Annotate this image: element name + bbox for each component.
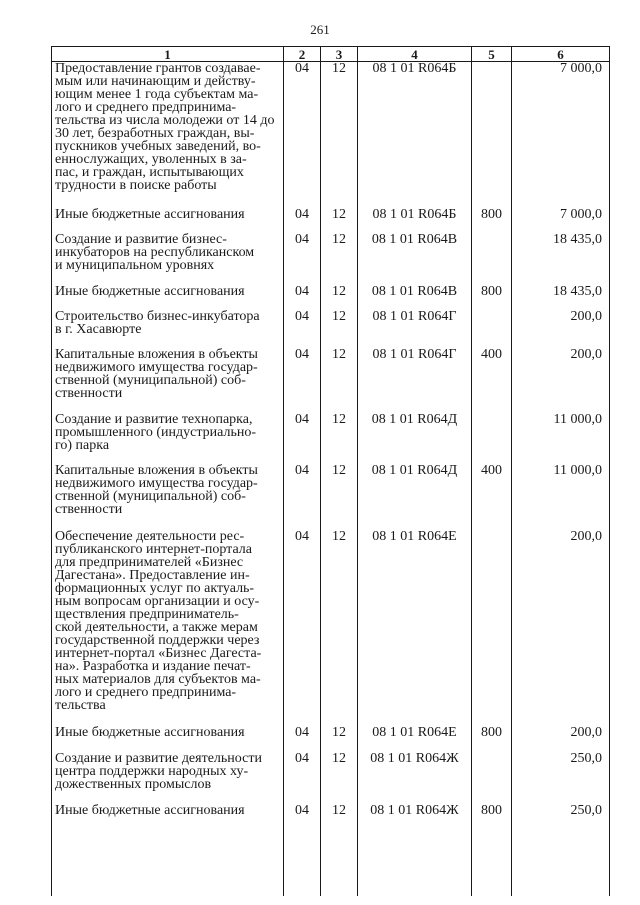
table-row: [52, 804, 610, 896]
row-name: [52, 804, 284, 896]
row-amount: 200,0: [512, 726, 610, 752]
row-name-line: ственной (муниципальной) соб-: [55, 488, 246, 504]
table-row: [52, 726, 610, 752]
row-target-article: 08 1 01 R064Д: [358, 413, 472, 464]
row-target-article: 08 1 01 R064Г: [358, 310, 472, 348]
row-expense-type: 800: [472, 804, 512, 896]
table-row: [52, 62, 610, 208]
row-name: [52, 310, 284, 348]
row-name: [52, 413, 284, 464]
row-expense-type: [472, 530, 512, 726]
row-target-article: 08 1 01 R064В: [358, 285, 472, 310]
row-section: 04: [284, 208, 321, 233]
row-subsection: 12: [321, 726, 358, 752]
row-name-line: лого и среднего предпринима-: [55, 684, 237, 700]
row-section: 04: [284, 233, 321, 285]
row-subsection: 12: [321, 413, 358, 464]
row-expense-type: 400: [472, 464, 512, 530]
row-subsection: 12: [321, 752, 358, 804]
row-target-article: 08 1 01 R064Д: [358, 464, 472, 530]
table-row: [52, 413, 610, 464]
row-name-line: Создание и развитие технопарка,: [55, 411, 253, 427]
table-row: [52, 233, 610, 285]
row-name-line: ственной (муниципальной) соб-: [55, 372, 246, 388]
row-expense-type: 400: [472, 348, 512, 413]
row-name-line: Иные бюджетные ассигнования: [55, 802, 245, 818]
row-name-line: центра поддержки народных ху-: [55, 763, 249, 779]
row-amount: 200,0: [512, 530, 610, 726]
row-section: 04: [284, 726, 321, 752]
row-amount: 250,0: [512, 752, 610, 804]
row-section: 04: [284, 530, 321, 726]
row-name-line: еннослужащих, уволенных в за-: [55, 152, 247, 167]
row-name-line: 30 лет, безработных граждан, вы-: [55, 126, 255, 141]
row-expense-type: 800: [472, 208, 512, 233]
row-expense-type: [472, 752, 512, 804]
row-section: 04: [284, 348, 321, 413]
table-body: [52, 62, 610, 896]
row-amount: 11 000,0: [512, 464, 610, 530]
row-name-line: и муниципальном уровнях: [55, 257, 215, 273]
row-section: 04: [284, 804, 321, 896]
table-row: [52, 310, 610, 348]
table-row: [52, 285, 610, 310]
row-name-line: Иные бюджетные ассигнования: [55, 283, 245, 299]
row-name-line: го) парка: [55, 437, 110, 453]
row-name-line: интернет-портал «Бизнес Дагеста-: [55, 645, 262, 661]
row-amount: 18 435,0: [512, 285, 610, 310]
row-section: 04: [284, 413, 321, 464]
row-name-line: Создание и развитие деятельности: [55, 750, 262, 766]
row-amount: 11 000,0: [512, 413, 610, 464]
row-name-line: для предпринимателей «Бизнес: [55, 554, 244, 570]
row-target-article: 08 1 01 R064Б: [358, 62, 472, 208]
row-name: [52, 464, 284, 530]
row-subsection: 12: [321, 464, 358, 530]
row-name-line: Создание и развитие бизнес-: [55, 231, 227, 247]
row-name: [52, 62, 284, 208]
row-name: [52, 285, 284, 310]
header-col-2: 2: [284, 47, 321, 62]
row-name-line: публиканского интернет-портала: [55, 541, 252, 557]
row-name-line: ственности: [55, 385, 123, 401]
row-expense-type: [472, 62, 512, 208]
row-subsection: 12: [321, 348, 358, 413]
row-name-line: Капитальные вложения в объекты: [55, 346, 258, 362]
row-section: 04: [284, 62, 321, 208]
table-row: [52, 464, 610, 530]
row-name-line: Обеспечение деятельности рес-: [55, 528, 245, 544]
row-name-line: тельства из числа молодежи от 14 до: [55, 113, 275, 128]
table-row: [52, 752, 610, 804]
budget-table: [51, 46, 610, 896]
row-target-article: 08 1 01 R064Ж: [358, 752, 472, 804]
row-amount: 7 000,0: [512, 62, 610, 208]
row-subsection: 12: [321, 804, 358, 896]
row-name-line: ных материалов для субъектов ма-: [55, 671, 261, 687]
row-section: 04: [284, 464, 321, 530]
row-target-article: 08 1 01 R064Г: [358, 348, 472, 413]
row-subsection: 12: [321, 208, 358, 233]
table-header: [52, 47, 610, 62]
header-col-1: 1: [52, 47, 284, 62]
row-name-line: недвижимого имущества государ-: [55, 475, 258, 491]
row-name: [52, 530, 284, 726]
row-target-article: 08 1 01 R064В: [358, 233, 472, 285]
row-name-line: ственности: [55, 501, 123, 517]
row-name-line: ющим менее 1 года субъектам ма-: [55, 87, 259, 102]
row-amount: 200,0: [512, 348, 610, 413]
row-name-line: инкубаторов на республиканском: [55, 244, 255, 260]
row-section: 04: [284, 285, 321, 310]
table-row: [52, 348, 610, 413]
row-name-line: формационных услуг по актуаль-: [55, 580, 255, 596]
row-name: [52, 726, 284, 752]
row-name-line: ным вопросам организации и осу-: [55, 593, 260, 609]
row-target-article: 08 1 01 R064Б: [358, 208, 472, 233]
row-name-line: государственной поддержки через: [55, 632, 260, 648]
row-subsection: 12: [321, 233, 358, 285]
row-expense-type: [472, 413, 512, 464]
row-subsection: 12: [321, 285, 358, 310]
row-amount: 18 435,0: [512, 233, 610, 285]
row-expense-type: 800: [472, 726, 512, 752]
row-name-line: лого и среднего предпринима-: [55, 100, 237, 115]
table-row: [52, 530, 610, 726]
table-row: [52, 208, 610, 233]
row-name-line: трудности в поиске работы: [55, 178, 217, 193]
row-amount: 7 000,0: [512, 208, 610, 233]
row-name: [52, 208, 284, 233]
row-target-article: 08 1 01 R064Е: [358, 726, 472, 752]
page-number: 261: [310, 22, 330, 37]
row-name: [52, 752, 284, 804]
row-name-line: мым или начинающим и действу-: [55, 74, 256, 89]
row-subsection: 12: [321, 62, 358, 208]
row-amount: 200,0: [512, 310, 610, 348]
row-name-line: в г. Хасавюрте: [55, 321, 142, 337]
row-name-line: Строительство бизнес-инкубатора: [55, 308, 260, 324]
row-name-line: на». Разработка и издание печат-: [55, 658, 251, 674]
row-name-line: ществления предприниматель-: [55, 606, 239, 622]
row-name-line: промышленного (индустриально-: [55, 424, 256, 440]
row-expense-type: [472, 310, 512, 348]
row-name-line: дожественных промыслов: [55, 776, 212, 792]
row-name-line: пас, и граждан, испытывающих: [55, 165, 244, 180]
row-name-line: пускников учебных заведений, во-: [55, 139, 261, 154]
row-name-line: Дагестана». Предоставление ин-: [55, 567, 250, 583]
row-name-line: ской деятельности, а также мерам: [55, 619, 258, 635]
row-name-line: Предоставление грантов создавае-: [55, 61, 261, 76]
row-target-article: 08 1 01 R064Ж: [358, 804, 472, 896]
row-name-line: недвижимого имущества государ-: [55, 359, 258, 375]
header-col-6: 6: [512, 47, 610, 62]
row-name-line: тельства: [55, 697, 106, 713]
row-expense-type: 800: [472, 285, 512, 310]
row-name-line: Иные бюджетные ассигнования: [55, 206, 245, 222]
row-subsection: 12: [321, 310, 358, 348]
header-col-5: 5: [472, 47, 512, 62]
row-expense-type: [472, 233, 512, 285]
row-target-article: 08 1 01 R064Е: [358, 530, 472, 726]
row-amount: 250,0: [512, 804, 610, 896]
row-name: [52, 348, 284, 413]
row-section: 04: [284, 310, 321, 348]
header-row: [52, 47, 610, 62]
header-col-4: 4: [358, 47, 472, 62]
row-name-line: Капитальные вложения в объекты: [55, 462, 258, 478]
row-name-line: Иные бюджетные ассигнования: [55, 724, 245, 740]
header-col-3: 3: [321, 47, 358, 62]
row-name: [52, 233, 284, 285]
row-subsection: 12: [321, 530, 358, 726]
row-section: 04: [284, 752, 321, 804]
